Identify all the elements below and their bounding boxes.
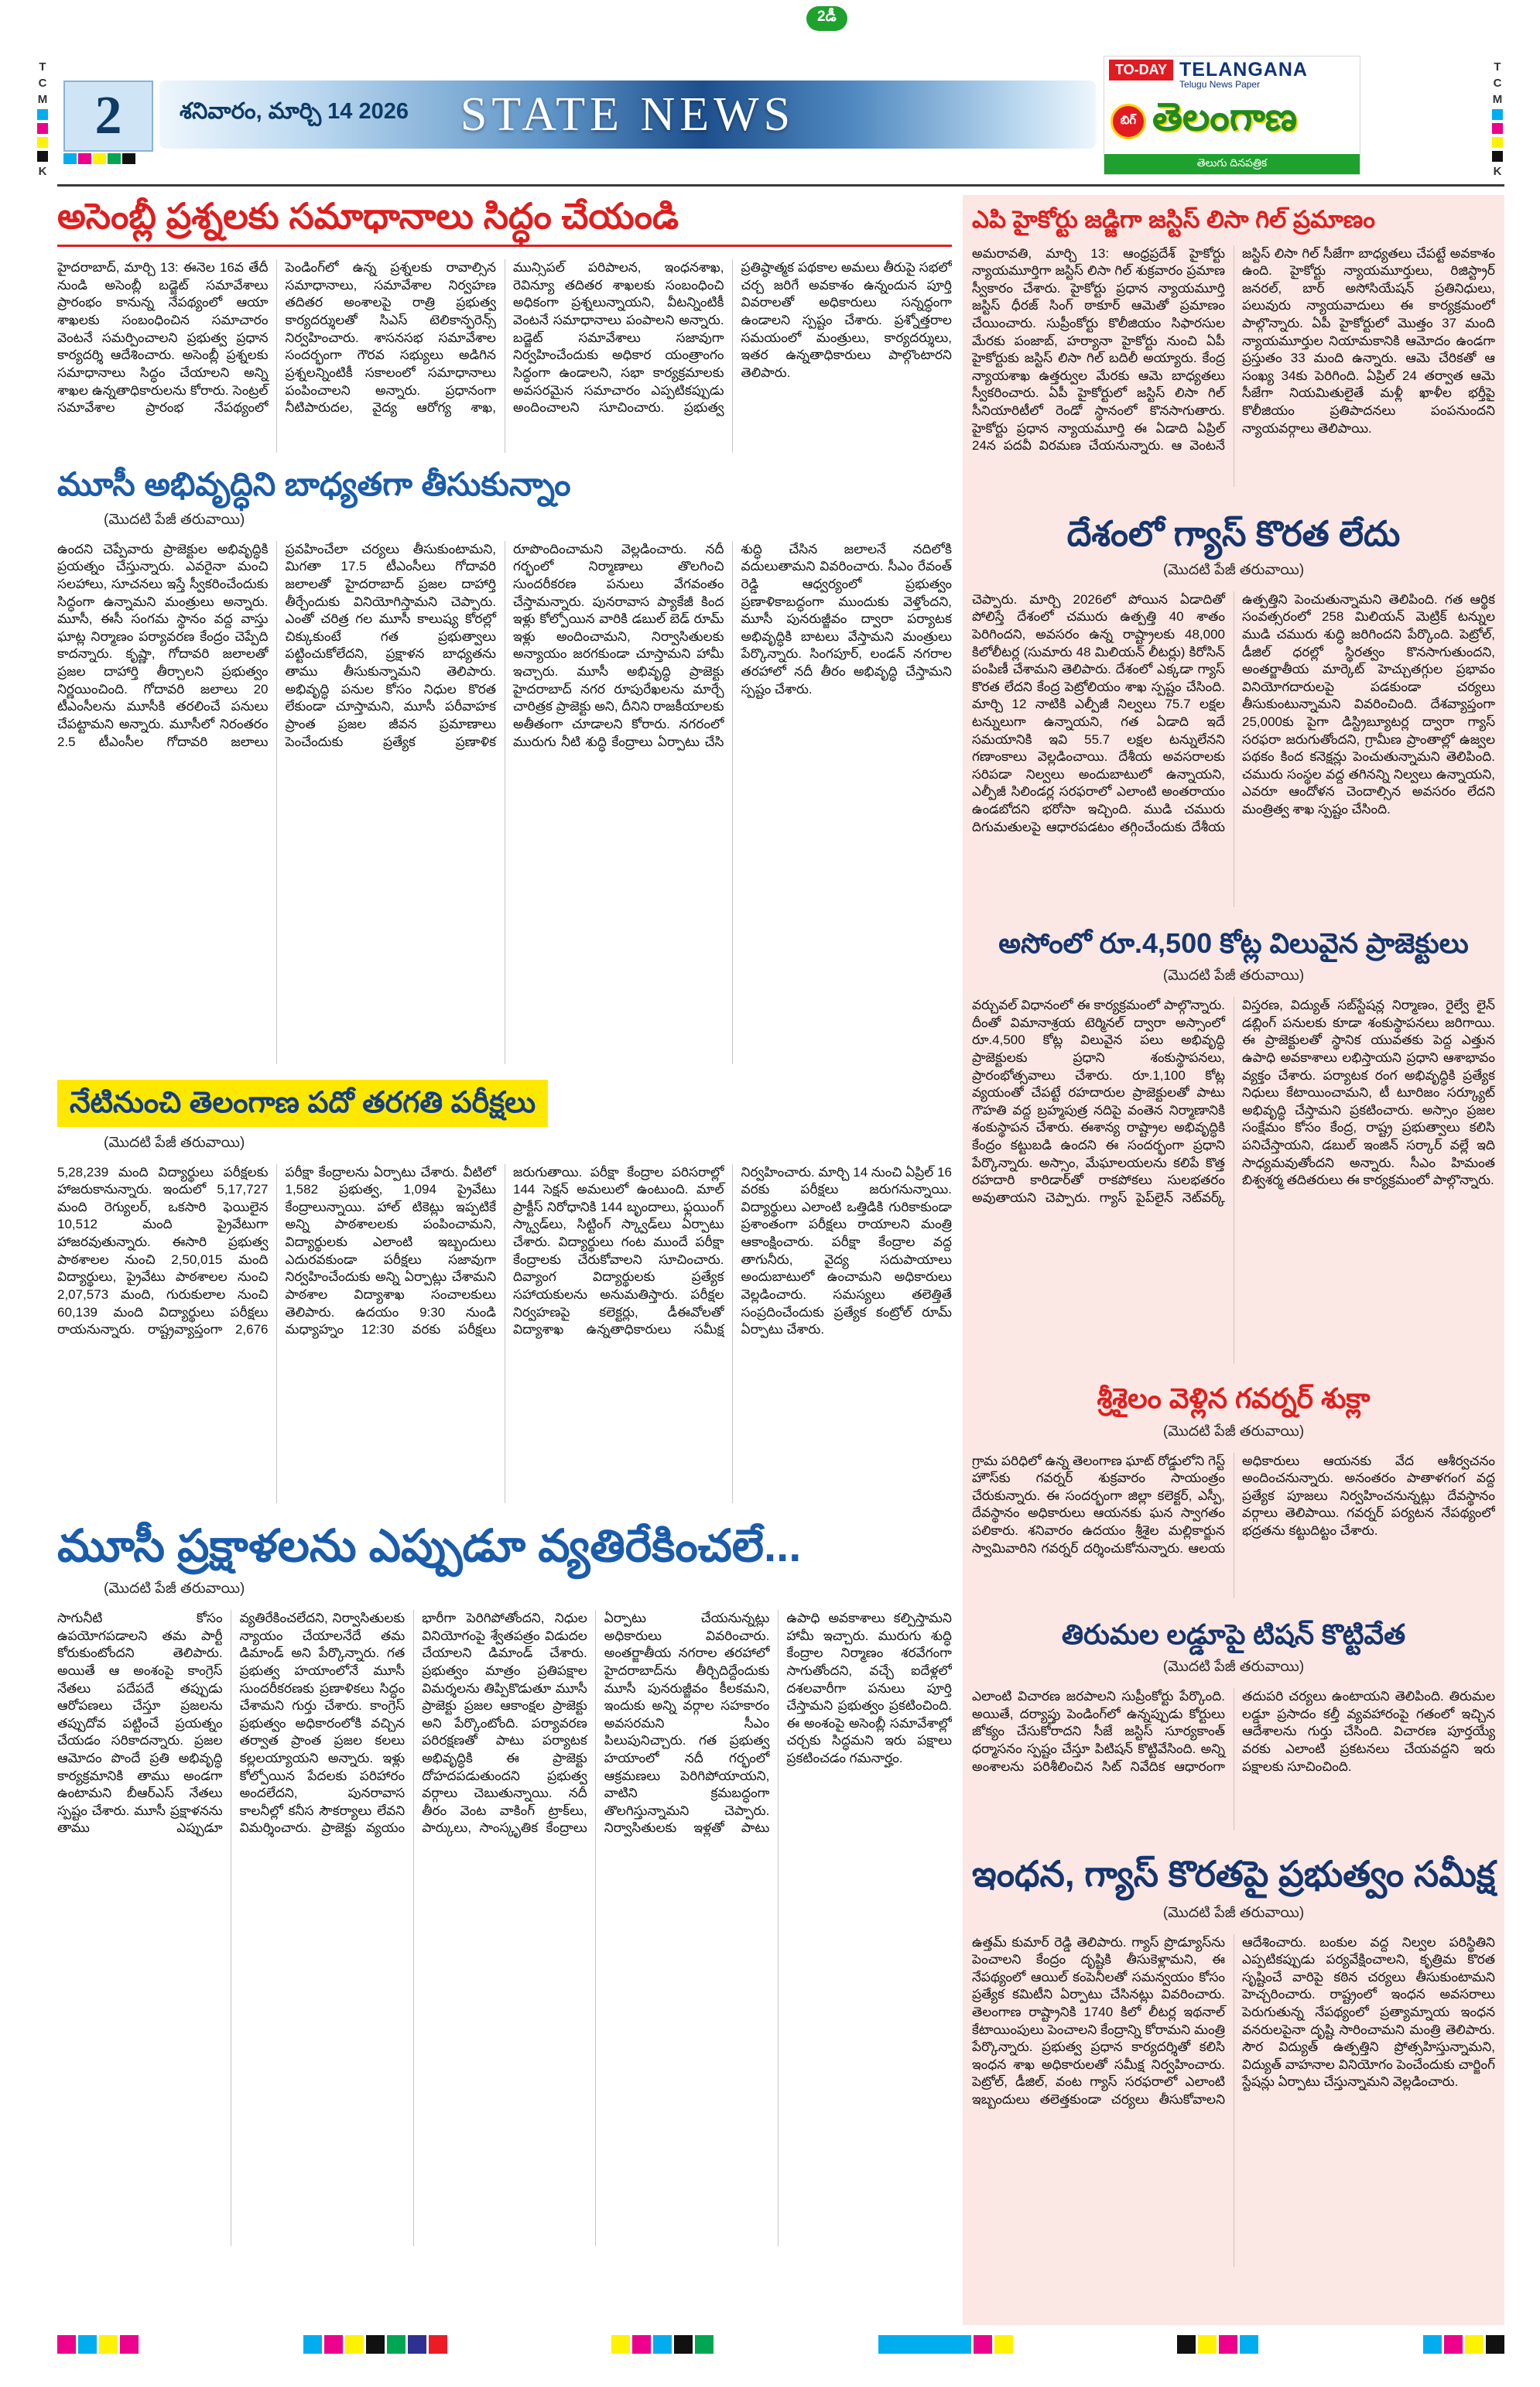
edge-letter: T [1494, 60, 1501, 74]
header-band [159, 80, 1096, 149]
registration-color-bars [57, 2331, 1504, 2358]
article-musi-cleanup [57, 1520, 952, 2246]
logo-top-row [1104, 57, 1360, 90]
edge-letter: C [38, 77, 47, 90]
article-body-musi-responsibility: ఉందని చెప్పేవారు ప్రాజెక్టుల అభివృద్ధికి ప్రయత్నం చేస్తున్నారు. ఎవరైనా మంచి సలహాలు, సూచనలు ఇస్తే స్వీకరించేందుకు సిద్ధంగా ఉన్నామని మంత్రులు అన్నారు. మూసీ, ఈసీ సంగమ స్థానం వద్ద వాస్తు ఘాట్ల నిర్మాణం పర్యావరణ కేంద్రం చెప్పేది కాదన్నారు. కృష్ణా, గోదావరి జలాలతో ప్రజల దాహార్తి తీర్చాలని ప్రభుత్వం నిర్ణయించింది. గోదావరి జలాలు 20 టీఎంసీలను మూసీకి తరలించే పనులు చేపట్టామని అన్నారు. మూసీలో నిరంతరం 2.5 టీఎంసీల గోదావరి జలాలు ప్రవహించేలా చర్యలు తీసుకుంటామని, మిగతా 17.5 టీఎంసీలు గోదావరి జలాలతో హైదరాబాద్ ప్రజల దాహార్తి తీర్చేందుకు వినియోగిస్తామని చెప్పారు. ఎంతో చరిత్ర గల మూసీ కాలుష్య కోరల్లో చిక్కుకుంటే గత ప్రభుత్వాలు పట్టించుకోలేదని, ప్రక్షాళన బాధ్యతను తాము తీసుకున్నామని తెలిపారు. అభివృద్ధి పనుల కోసం నిధుల కొరత లేకుండా చూస్తామని, మూసీ పరీవాహక ప్రాంత ప్రజల జీవన ప్రమాణాలు పెంచేందుకు ప్రత్యేక ప్రణాళిక రూపొందించామని వెల్లడించారు. నదీ గర్భంలో నిర్మాణాలు తొలగించి సుందరీకరణ పనులు వేగవంతం చేస్తామన్నారు. పునరావాస ప్యాకేజీ కింద ఇళ్లు కోల్పోయిన వారికి డబుల్ బెడ్ రూమ్ ఇళ్లు అందించామని, నిర్వాసితులకు అన్యాయం జరగకుండా చూస్తామని హామీ ఇచ్చారు. మూసీ అభివృద్ధి ప్రాజెక్టు హైదరాబాద్ నగర రూపురేఖలను మార్చే చారిత్రక ప్రాజెక్టు అని, దీనిని రాజకీయాలకు అతీతంగా చూడాలని కోరారు. నగరంలో మురుగు నీటి శుద్ధి కేంద్రాలు ఏర్పాటు చేసి శుద్ధి చేసిన జలాలనే నదిలోకి వదులుతామని వివరించారు. సీఎం రేవంత్ రెడ్డి ఆధ్వర్యంలో ప్రభుత్వం ప్రణాళికాబద్ధంగా ముందుకు వెళ్తోందని, మూసీ పునరుజ్జీవం ద్వారా పర్యాటక అభివృద్ధికి బాటలు వేస్తామని మంత్రులు పేర్కొన్నారు. సింగపూర్, లండన్ నగరాల తరహాలో నదీ తీరం అభివృద్ధి చేస్తామని స్పష్టం చేశారు. [57, 541, 952, 749]
color-calibration-strip [63, 153, 135, 164]
logo-masthead: తెలంగాణ [1152, 94, 1298, 139]
article-body-hc-judge: అమరావతి, మార్చి 13: ఆంధ్రప్రదేశ్ హైకోర్టు న్యాయమూర్తిగా జస్టిస్ లిసా గిల్ శుక్రవారం ప్రమాణ స్వీకారం చేశారు. హైకోర్టు ప్రధాన న్యాయమూర్తి జస్టిస్ ధీరజ్ సింగ్ ఠాకూర్ ఆమెతో ప్రమాణం చేయించారు. సుప్రీంకోర్టు కొలీజియం సిఫారసుల మేరకు పంజాబ్, హర్యానా హైకోర్టు నుంచి ఏపీ హైకోర్టుకు జస్టిస్ లిసా గిల్ బదిలీ అయ్యారు. కేంద్ర న్యాయశాఖ ఉత్తర్వుల మేరకు ఆమె బాధ్యతలు స్వీకరించారు. ఏపీ హైకోర్టులో జస్టిస్ లిసా గిల్ సీనియారిటీలో రెండో స్థానంలో కొనసాగుతారు. హైకోర్టు ప్రధాన న్యాయమూర్తి ఈ ఏడాది ఏప్రిల్ 24న పదవీ విరమణ చేయనున్నారు. ఆ వెంటనే జస్టిస్ లిసా గిల్ సీజేగా బాధ్యతలు చేపట్టే అవకాశం ఉంది. హైకోర్టు న్యాయమూర్తులు, రిజిస్ట్రార్ జనరల్, బార్ అసోసియేషన్ ప్రతినిధులు, పలువురు న్యాయవాదులు ఈ కార్యక్రమంలో పాల్గొన్నారు. ఏపీ హైకోర్టులో మొత్తం 37 మంది న్యాయమూర్తుల నియామకానికి ఆమోదం ఉండగా ప్రస్తుతం 33 మంది ఉన్నారు. ఆమె చేరికతో ఆ సంఖ్య 34కు పెరిగింది. ఏప్రిల్ 24 తర్వాత ఆమె సీజేగా నియమితులైతే మళ్లీ ఖాళీల భర్తీపై కొలీజియం ప్రతిపాదనలు పంపనుందని న్యాయవర్గాలు తెలిపాయి. [972, 245, 1495, 454]
headline-governor-srisailam: శ్రీశైలం వెళ్లిన గవర్నర్ శుక్లా [1097, 1382, 1371, 1415]
article-fuel-review [972, 1852, 1495, 2267]
magenta-chip [37, 123, 48, 134]
header-rule [57, 184, 1504, 187]
article-tirumala-laddu [972, 1618, 1495, 1830]
color-bar-group [611, 2335, 714, 2354]
newspaper-logo [1104, 56, 1360, 175]
logo-subtitle: Telugu News Paper [1179, 79, 1261, 91]
magenta-chip [78, 153, 91, 164]
article-body-governor-srisailam: గ్రామ పరిధిలో ఉన్న తెలంగాణ ఘాట్ రోడ్డులోని గెస్ట్ హౌస్‌కు గవర్నర్ శుక్రవారం సాయంత్రం చేరుకున్నారు. ఈ సందర్భంగా జిల్లా కలెక్టర్, ఎస్పీ, దేవస్థానం అధికారులు ఆయనకు ఘన స్వాగతం పలికారు. శనివారం ఉదయం శ్రీశైల మల్లికార్జున స్వామివారిని గవర్నర్ దర్శించుకోనున్నారు. ఆలయ అధికారులు ఆయనకు వేద ఆశీర్వచనం అందించనున్నారు. అనంతరం పాతాళగంగ వద్ద ప్రత్యేక పూజలు నిర్వహించనున్నట్లు దేవస్థానం వర్గాలు తెలిపాయి. గవర్నర్ పర్యటన నేపథ్యంలో భద్రతను కట్టుదిట్టం చేశారు. [972, 1453, 1495, 1556]
black-chip [122, 153, 135, 164]
headline-tenth-exams: నేటినుంచి తెలంగాణ పదో తరగతి పరీక్షలు [57, 1080, 548, 1127]
headline-assam-projects: అసోంలో రూ.4,500 కోట్ల విలువైన ప్రాజెక్టులు [998, 926, 1469, 959]
article-body-musi-cleanup: సాగునీటి కోసం ఉపయోగపడాలని తమ పార్టీ కోరుకుంటోందని తెలిపారు. అయితే ఆ అంశంపై కాంగ్రెస్ నేతలు పదేపదే తప్పుడు ఆరోపణలు చేస్తూ ప్రజలను తప్పుదోవ పట్టించే ప్రయత్నం చేయడం సరికాదన్నారు. ప్రజల ఆమోదం పొందే ప్రతి అభివృద్ధి కార్యక్రమానికి తాము అండగా ఉంటామని బీఆర్ఎస్ నేతలు స్పష్టం చేశారు. మూసీ ప్రక్షాళనను తాము ఎప్పుడూ వ్యతిరేకించలేదని, నిర్వాసితులకు న్యాయం చేయాలనేదే తమ డిమాండ్ అని పేర్కొన్నారు. గత ప్రభుత్వ హయాంలోనే మూసీ సుందరీకరణకు ప్రణాళికలు సిద్ధం చేశామని గుర్తు చేశారు. కాంగ్రెస్ ప్రభుత్వం అధికారంలోకి వచ్చిన తర్వాత ప్రాంత ప్రజల కలలు కల్లలయ్యాయని అన్నారు. ఇళ్లు కోల్పోయిన పేదలకు పరిహారం అందలేదని, పునరావాస కాలనీల్లో కనీస సౌకర్యాలు లేవని విమర్శించారు. ప్రాజెక్టు వ్యయం భారీగా పెరిగిపోతోందని, నిధుల వినియోగంపై శ్వేతపత్రం విడుదల చేయాలని డిమాండ్ చేశారు. ప్రభుత్వం మాత్రం ప్రతిపక్షాల విమర్శలను తిప్పికొడుతూ మూసీ ప్రాజెక్టు ప్రజల ఆకాంక్షల ప్రాజెక్టు అని పేర్కొంటోంది. పర్యావరణ పరిరక్షణతో పాటు పర్యాటక అభివృద్ధికి ఈ ప్రాజెక్టు దోహదపడుతుందని ప్రభుత్వ వర్గాలు చెబుతున్నాయి. నదీ తీరం వెంట వాకింగ్ ట్రాక్‌లు, పార్కులు, సాంస్కృతిక కేంద్రాలు ఏర్పాటు చేయనున్నట్లు అధికారులు వివరించారు. అంతర్జాతీయ నగరాల తరహాలో హైదరాబాద్‌ను తీర్చిదిద్దేందుకు మూసీ పునరుజ్జీవం కీలకమని, ఇందుకు అన్ని వర్గాల సహకారం అవసరమని సీఎం పిలుపునిచ్చారు. గత ప్రభుత్వ హయాంలో నదీ గర్భంలో ఆక్రమణలు పెరిగిపోయాయని, వాటిని క్రమబద్ధంగా తొలగిస్తున్నామని చెప్పారు. నిర్వాసితులకు ఇళ్లతో పాటు ఉపాధి అవకాశాలు కల్పిస్తామని హామీ ఇచ్చారు. మురుగు శుద్ధి కేంద్రాల నిర్మాణం శరవేగంగా సాగుతోందని, వచ్చే ఐదేళ్లలో దశలవారీగా పనులు పూర్తి చేస్తామని ప్రభుత్వం ప్రకటించింది. ఈ అంశంపై అసెంబ్లీ సమావేశాల్లో చర్చకు సిద్ధమని ఇరు పక్షాలు ప్రకటించడం గమనార్హం. [57, 1611, 952, 1836]
section-title: STATE NEWS [460, 87, 796, 141]
continued-byline: (మొదటి పేజీ తరువాయి) [104, 1580, 245, 1598]
logo-tagline: తెలుగు దినపత్రిక [1104, 154, 1360, 174]
yellow-chip [37, 137, 48, 148]
color-bar-group [303, 2335, 447, 2354]
color-bar-group [57, 2335, 139, 2354]
edge-letter: T [39, 60, 46, 74]
edge-letter: M [1492, 93, 1503, 106]
logo-burst-icon: బిగ్ [1111, 104, 1146, 139]
logo-middle-row [1104, 90, 1360, 154]
continued-byline: (మొదటి పేజీ తరువాయి) [104, 511, 245, 528]
article-body-fuel-review: ఉత్తమ్ కుమార్ రెడ్డి తెలిపారు. గ్యాస్ ప్రొడ్యూస్‌ను పెంచాలని కేంద్రం దృష్టికి తీసుకెళ్లామని, ఈ నేపథ్యంలో ఆయిల్ కంపెనీలతో సమన్వయం కోసం ప్రత్యేక కమిటీని ఏర్పాటు చేసినట్లు వివరించారు. తెలంగాణ రాష్ట్రానికి 1740 కిలో లీటర్ల ఇథనాల్ కేటాయింపులు పెంచాలని కేంద్రాన్ని కోరామని మంత్రి పేర్కొన్నారు. ప్రభుత్వ ప్రధాన కార్యదర్శితో కలిసి ఇంధన శాఖ అధికారులతో సమీక్ష నిర్వహించారు. పెట్రోల్, డీజిల్, వంట గ్యాస్ సరఫరాలో ఎలాంటి ఇబ్బందులు తలెత్తకుండా చర్యలు తీసుకోవాలని ఆదేశించారు. బంకుల వద్ద నిల్వల పరిస్థితిని ఎప్పటికప్పుడు పర్యవేక్షించాలని, కృత్రిమ కొరత సృష్టించే వారిపై కఠిన చర్యలు తీసుకుంటామని హెచ్చరించారు. రాష్ట్రంలో ఇంధన అవసరాలు పెరుగుతున్న నేపథ్యంలో ప్రత్యామ్నాయ ఇంధన వనరులపైనా దృష్టి సారించామని మంత్రి తెలిపారు. సౌర విద్యుత్ ఉత్పత్తిని ప్రోత్సహిస్తున్నామని, విద్యుత్ వాహనాల వినియోగం పెంచేందుకు చార్జింగ్ స్టేషన్లు ఏర్పాటు చేస్తున్నామని వెల్లడించారు. [972, 1934, 1495, 2108]
continued-byline: (మొదటి పేజీ తరువాయి) [1162, 1904, 1305, 1921]
article-body-gas-shortage: చెప్పారు. మార్చి 2026లో పోయిన ఏడాదితో పోలిస్తే దేశంలో చమురు ఉత్పత్తి 40 శాతం పెరిగిందని, అవసరం ఉన్న రాష్ట్రాలకు 48,000 కిలోలీటర్ల (సుమారు 48 మిలియన్ లీటర్లు) కిరోసిన్ పంపిణీ చేశామని తెలిపారు. దేశంలో ఎక్కడా గ్యాస్ కొరత లేదని కేంద్ర పెట్రోలియం శాఖ స్పష్టం చేసింది. మార్చి 12 నాటికి ఎల్పీజీ నిల్వలు 75.7 లక్షల టన్నులుగా ఉన్నాయని, గత ఏడాది ఇదే సమయానికి ఇవి 55.7 లక్షల టన్నులేనని గణాంకాలు వెల్లడించాయి. దేశీయ అవసరాలకు సరిపడా నిల్వలు అందుబాటులో ఉన్నాయని, ఎల్పీజీ సిలిండర్ల సరఫరాలో ఎలాంటి అంతరాయం ఉండబోదని భరోసా ఇచ్చింది. ముడి చమురు దిగుమతులపై ఆధారపడటం తగ్గించేందుకు దేశీయ ఉత్పత్తిని పెంచుతున్నామని తెలిపింది. గత ఆర్థిక సంవత్సరంలో 258 మిలియన్ మెట్రిక్ టన్నుల ముడి చమురు శుద్ధి జరిగిందని పేర్కొంది. పెట్రోల్, డీజిల్ ధరల్లో స్థిరత్వం కొనసాగుతుందని, అంతర్జాతీయ మార్కెట్ హెచ్చుతగ్గుల ప్రభావం వినియోగదారులపై పడకుండా చర్యలు తీసుకుంటున్నామని వివరించింది. దేశవ్యాప్తంగా 25,000కు పైగా డిస్ట్రిబ్యూటర్ల ద్వారా గ్యాస్ సరఫరా జరుగుతోందని, గ్రామీణ ప్రాంతాల్లో ఉజ్వల పథకం కింద కనెక్షన్లు పెంచుతున్నామని తెలిపింది. చమురు సంస్థల వద్ద తగినన్ని నిల్వలు ఉన్నాయని, ఎవరూ ఆందోళన చెందాల్సిన అవసరం లేదని మంత్రిత్వ శాఖ స్పష్టం చేసింది. [972, 591, 1495, 834]
logo-telangana-en: TELANGANA [1179, 59, 1308, 80]
article-body-assam-projects: వర్చువల్ విధానంలో ఈ కార్యక్రమంలో పాల్గొన్నారు. దీంతో విమానాశ్రయ టెర్మినల్ ద్వారా అస్సాంలో రూ.4,500 కోట్ల విలువైన పలు అభివృద్ధి ప్రాజెక్టులకు ప్రధాని శంకుస్థాపనలు, ప్రారంభోత్సవాలు చేశారు. రూ.1,100 కోట్ల వ్యయంతో చేపట్టే రహదారుల ప్రాజెక్టులతో పాటు గౌహతి వద్ద బ్రహ్మపుత్ర నదిపై వంతెన నిర్మాణానికి శంకుస్థాపన చేశారు. ఈశాన్య రాష్ట్రాల అభివృద్ధికి కేంద్రం కట్టుబడి ఉందని ఈ సందర్భంగా ప్రధాని పేర్కొన్నారు. అస్సాం, మేఘాలయలను కలిపే కొత్త రహదారి కారిడార్‌తో రాకపోకలు సులభతరం అవుతాయని చెప్పారు. గ్యాస్ పైప్‌లైన్ నెట్‌వర్క్ విస్తరణ, విద్యుత్ సబ్‌స్టేషన్ల నిర్మాణం, రైల్వే లైన్ డబ్లింగ్ పనులకు కూడా శంకుస్థాపనలు జరిగాయి. ఈ ప్రాజెక్టులతో స్థానిక యువతకు పెద్ద ఎత్తున ఉపాధి అవకాశాలు లభిస్తాయని ప్రధాని ఆశాభావం వ్యక్తం చేశారు. పర్యాటక రంగ అభివృద్ధికి ప్రత్యేక నిధులు కేటాయించామని, టీ టూరిజం సర్క్యూట్ అభివృద్ధి చేస్తామని ప్రకటించారు. అస్సాం ప్రజల సంక్షేమం కోసం కేంద్ర, రాష్ట్ర ప్రభుత్వాలు కలిసి పనిచేస్తాయని, డబుల్ ఇంజిన్ సర్కార్ వల్లే ఇది సాధ్యమవుతోందని అన్నారు. సీఎం హిమంత బిశ్వశర్మ తదితరులు ఈ కార్యక్రమంలో పాల్గొన్నారు. [972, 998, 1495, 1205]
article-assembly-questions [57, 195, 952, 453]
continued-byline: (మొదటి పేజీ తరువాయి) [1162, 967, 1305, 985]
right-news-column [963, 195, 1504, 2325]
print-mark-left [33, 60, 53, 178]
edge-letter: M [37, 93, 48, 106]
page-number: 2 [63, 80, 153, 152]
green-chip [108, 153, 121, 164]
edge-letter: K [38, 165, 47, 178]
headline-hc-judge: ఎపి హైకోర్టు జడ్జిగా జస్టిస్ లిసా గిల్ ప్రమాణం [972, 206, 1376, 233]
article-body-assembly: హైదరాబాద్, మార్చి 13: ఈనెల 16వ తేదీ నుండి అసెంబ్లీ బడ్జెట్ సమావేశాలు ప్రారంభం కానున్న నేపథ్యంలో ఆయా శాఖలకు సంబంధించిన సమాచారం వెంటనే సమర్పించాలని ప్రభుత్వ ప్రధాన కార్యదర్శి ఆదేశించారు. అసెంబ్లీ ప్రశ్నలకు సమాధానాలు సిద్ధం చేయాలని అన్ని శాఖల ఉన్నతాధికారులను కోరారు. సెంట్రల్ సమావేశాల ప్రారంభ నేపథ్యంలో పెండింగ్‌లో ఉన్న ప్రశ్నలకు రావాల్సిన సమాధానాలు, సమావేశాల నిర్వహణ తదితర అంశాలపై రాత్రి ప్రభుత్వ కార్యదర్శులతో సిఎస్ టెలికాన్ఫరెన్స్ నిర్వహించారు. శాసనసభ సమావేశాల సందర్భంగా గౌరవ సభ్యులు అడిగిన ప్రశ్నలన్నింటికీ సకాలంలో సమాధానాలు పంపించాలని అన్నారు. ప్రధానంగా నీటిపారుదల, వైద్య ఆరోగ్య శాఖ, మున్సిపల్ పరిపాలన, ఇంధనశాఖ, రెవిన్యూ తదితర శాఖలకు సంబంధించి అధికంగా ప్రశ్నలున్నాయని, వీటన్నింటికీ వెంటనే సమాధానాలు పంపాలని అన్నారు. బడ్జెట్ సమావేశాలు సజావుగా నిర్వహించేందుకు అధికార యంత్రాంగం సిద్ధంగా ఉండాలని, సభా కార్యక్రమాలకు అవసరమైన సమాచారం ఎప్పటికప్పుడు అందించాలని సూచించారు. ప్రభుత్వ ప్రతిష్ఠాత్మక పథకాల అమలు తీరుపై సభలో చర్చ జరిగే అవకాశం ఉన్నందున పూర్తి వివరాలతో అధికారులు సన్నద్ధంగా ఉండాలని స్పష్టం చేశారు. ప్రశ్నోత్తరాల సమయంలో మంత్రులు, కార్యదర్శులు, ఇతర ఉన్నతాధికారులు పాల్గొంటారని తెలిపారు. [57, 260, 952, 416]
headline-gas-shortage: దేశంలో గ్యాస్ కొరత లేదు [1066, 513, 1401, 553]
black-chip [37, 151, 48, 162]
article-body-tirumala-laddu: ఎలాంటి విచారణ జరపాలని సుప్రీంకోర్టు పేర్కొంది. అయితే, దర్యాప్తు పెండింగ్‌లో ఉన్నప్పుడు కోర్టులు జోక్యం చేసుకోరాదని సీజే జస్టిస్ సూర్యకాంత్ ధర్మాసనం స్పష్టం చేస్తూ పిటిషన్ కొట్టివేసింది. అన్ని అంశాలను పరిశీలించిన సిట్ నివేదిక ఆధారంగా తదుపరి చర్యలు ఉంటాయని తెలిపింది. తిరుమల లడ్డూ ప్రసాదం కల్తీ వ్యవహారంపై గతంలో ఇచ్చిన ఆదేశాలను గుర్తు చేసింది. విచారణ పూర్తయ్యే వరకు ఎలాంటి ప్రకటనలు చేయవద్దని ఇరు పక్షాలకు సూచించింది. [972, 1689, 1495, 1774]
logo-today-label: TO-DAY [1109, 60, 1173, 80]
article-gas-shortage [972, 513, 1495, 907]
color-bar-group [1423, 2335, 1504, 2354]
edition-badge: 2డీ [806, 6, 847, 31]
headline-musi-responsibility: మూసీ అభివృద్ధిని బాధ్యతగా తీసుకున్నాం [57, 466, 571, 503]
article-musi-responsibility [57, 465, 952, 1064]
article-tenth-exams [57, 1064, 952, 1503]
headline-assembly: అసెంబ్లీ ప్రశ్నలకు సమాధానాలు సిద్ధం చేయండి [57, 195, 952, 247]
color-bar-group [878, 2335, 1013, 2354]
article-assam-projects [972, 927, 1495, 1364]
cyan-bar [878, 2335, 971, 2354]
edge-letter: K [1493, 165, 1502, 178]
yellow-chip [93, 153, 106, 164]
cyan-chip [37, 109, 48, 120]
main-article-area [57, 195, 952, 2246]
article-body-tenth-exams: 5,28,239 మంది విద్యార్థులు పరీక్షలకు హాజరుకానున్నారు. ఇందులో 5,17,727 మంది రెగ్యులర్, ఒకసారి ఫెయిలైన 10,512 మంది ప్రైవేటుగా హాజరవుతున్నారు. ఈసారి ప్రభుత్వ పాఠశాలల నుంచి 2,50,015 మంది విద్యార్థులు, ప్రైవేటు పాఠశాలల నుంచి 2,07,573 మంది, గురుకులాల నుంచి 60,139 మంది విద్యార్థులు పరీక్షలు రాయనున్నారు. రాష్ట్రవ్యాప్తంగా 2,676 పరీక్షా కేంద్రాలను ఏర్పాటు చేశారు. వీటిలో 1,582 ప్రభుత్వ, 1,094 ప్రైవేటు కేంద్రాలున్నాయి. హాల్ టికెట్లు ఇప్పటికే అన్ని పాఠశాలలకు పంపించామని, విద్యార్థులకు ఎలాంటి ఇబ్బందులు ఎదురవకుండా పరీక్షలు సజావుగా నిర్వహించేందుకు అన్ని ఏర్పాట్లు చేశామని పాఠశాల విద్యాశాఖ సంచాలకులు తెలిపారు. ఉదయం 9:30 నుండి మధ్యాహ్నం 12:30 వరకు పరీక్షలు జరుగుతాయి. పరీక్షా కేంద్రాల పరిసరాల్లో 144 సెక్షన్ అమలులో ఉంటుంది. మాల్ ప్రాక్టీస్ నిరోధానికి 144 బృందాలు, ఫ్లయింగ్ స్క్వాడ్‌లు, సిట్టింగ్ స్క్వాడ్‌లు ఏర్పాటు చేశారు. విద్యార్థులు గంట ముందే పరీక్షా కేంద్రాలకు చేరుకోవాలని సూచించారు. దివ్యాంగ విద్యార్థులకు ప్రత్యేక సహాయకులను అనుమతిస్తారు. పరీక్షల నిర్వహణపై కలెక్టర్లు, డీఈవోలతో విద్యాశాఖ ఉన్నతాధికారులు సమీక్ష నిర్వహించారు. మార్చి 14 నుంచి ఏప్రిల్ 16 వరకు పరీక్షలు జరుగనున్నాయి. విద్యార్థులు ఎలాంటి ఒత్తిడికి గురికాకుండా ప్రశాంతంగా పరీక్షలు రాయాలని మంత్రి ఆకాంక్షించారు. పరీక్షా కేంద్రాల వద్ద తాగునీరు, వైద్య సదుపాయాలు అందుబాటులో ఉంచామని అధికారులు వెల్లడించారు. సమస్యలు తలెత్తితే సంప్రదించేందుకు ప్రత్యేక కంట్రోల్ రూమ్ ఏర్పాటు చేశారు. [57, 1164, 952, 1337]
headline-fuel-review: ఇంధన, గ్యాస్ కొరతపై ప్రభుత్వం సమీక్ష [972, 1854, 1495, 1895]
headline-tirumala-laddu: తిరుమల లడ్డూపై టిషన్ కొట్టివేత [1061, 1618, 1406, 1650]
continued-byline: (మొదటి పేజీ తరువాయి) [1162, 1659, 1305, 1676]
logo-english-title [1179, 60, 1308, 90]
cyan-chip [63, 153, 77, 164]
page-date: శనివారం, మార్చి 14 2026 [180, 99, 409, 124]
continued-byline: (మొదటి పేజీ తరువాయి) [1162, 1423, 1305, 1440]
continued-byline: (మొదటి పేజీ తరువాయి) [104, 1134, 245, 1151]
page-header [57, 59, 1504, 178]
headline-musi-cleanup: మూసీ ప్రక్షాళలను ఎప్పుడూ వ్యతిరేకించలే... [57, 1520, 802, 1571]
edge-letter: C [1493, 77, 1502, 90]
continued-byline: (మొదటి పేజీ తరువాయి) [1162, 561, 1305, 578]
article-governor-srisailam [972, 1382, 1495, 1598]
color-bar-group [1177, 2335, 1258, 2354]
article-hc-judge [972, 206, 1495, 487]
